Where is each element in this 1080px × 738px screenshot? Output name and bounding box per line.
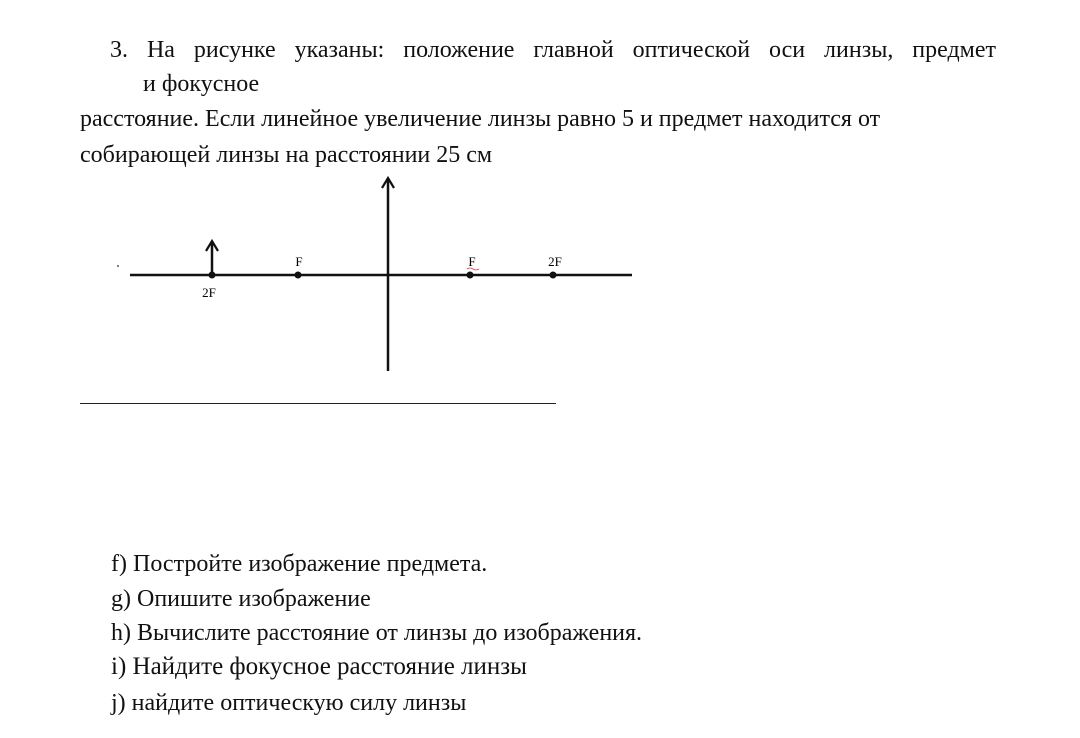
question-h: h) Вычислите расстояние от линзы до изображения. — [111, 620, 643, 646]
problem-line-3: расстояние. Если линейное увеличение линзы равно 5 и предмет находится от — [80, 106, 881, 132]
label-right-2f: 2F — [548, 254, 562, 269]
lens-diagram — [100, 168, 640, 378]
right-2f-point — [550, 272, 557, 279]
label-left-2f: 2F — [202, 285, 216, 300]
left-f-point — [295, 272, 302, 279]
problem-line-1 — [110, 36, 996, 64]
question-f: f) Постройте изображение предмета. — [111, 551, 488, 577]
question-g: g) Опишите изображение — [111, 586, 371, 612]
question-j: j) найдите оптическую силу линзы — [111, 690, 467, 716]
label-left-f: F — [295, 254, 303, 269]
right-f-point — [467, 272, 474, 279]
left-2f-point — [209, 272, 216, 279]
problem-text-line-1: На рисунке указаны: положение главной оптической оси линзы, предмет — [146, 37, 997, 63]
problem-line-2: и фокусное — [143, 71, 260, 97]
label-right-f: F — [468, 254, 476, 269]
stray-dot — [117, 265, 119, 267]
problem-line-4: собирающей линзы на расстоянии 25 см — [80, 142, 493, 168]
problem-number: 3. — [110, 37, 128, 63]
answer-underline — [80, 403, 556, 404]
question-i: i) Найдите фокусное расстояние линзы — [111, 653, 527, 680]
